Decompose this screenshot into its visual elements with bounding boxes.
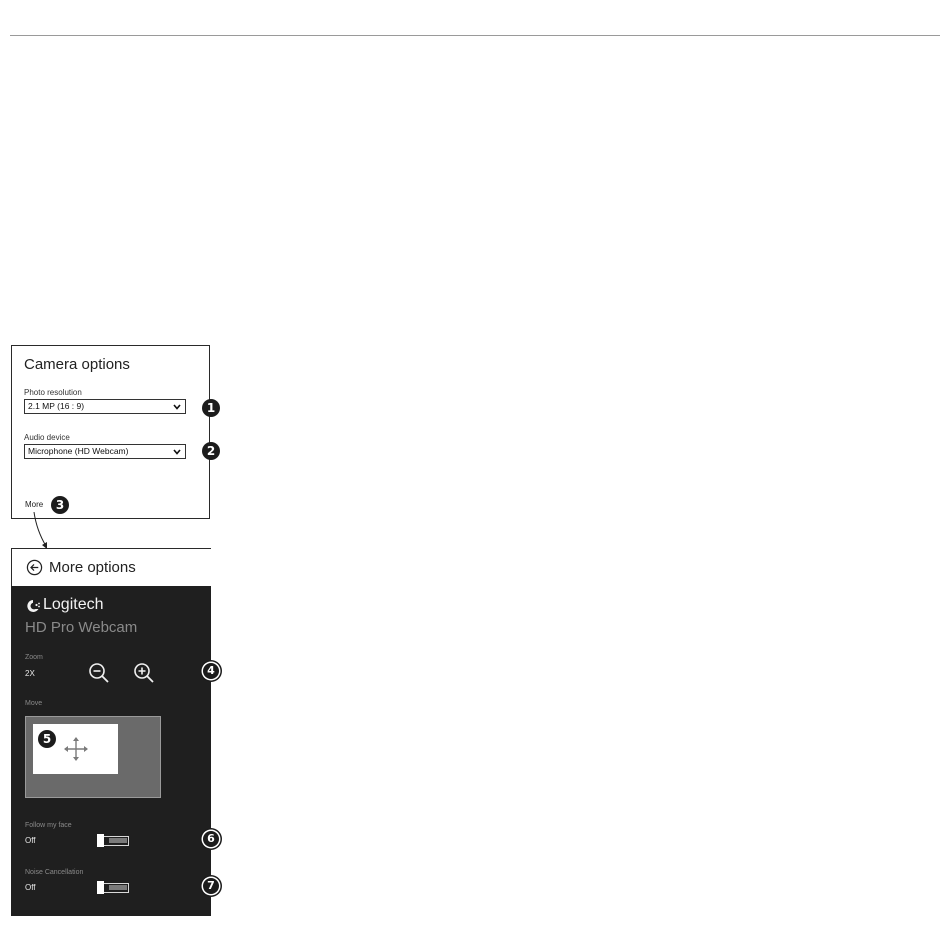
- camera-name: HD Pro Webcam: [25, 619, 138, 636]
- more-options-title: More options: [49, 559, 136, 576]
- callout-4: 4: [203, 663, 219, 679]
- audio-device-value: Microphone (HD Webcam): [28, 446, 129, 456]
- chevron-down-icon: [173, 403, 181, 411]
- back-arrow-circle-icon[interactable]: [26, 559, 43, 576]
- photo-resolution-value: 2.1 MP (16 : 9): [28, 401, 85, 411]
- callout-1: 1: [202, 399, 220, 417]
- follow-my-face-label: Follow my face: [25, 822, 72, 829]
- noise-cancellation-label: Noise Cancellation: [25, 869, 84, 876]
- noise-cancellation-toggle[interactable]: [99, 883, 129, 893]
- logitech-logo-icon: [25, 598, 41, 614]
- zoom-in-icon[interactable]: [133, 662, 155, 684]
- connector-arrow: [30, 512, 54, 552]
- more-options-header: [11, 548, 211, 586]
- move-arrows-icon: [63, 736, 89, 762]
- callout-3: 3: [51, 496, 69, 514]
- follow-my-face-value: Off: [25, 836, 36, 845]
- zoom-label: Zoom: [25, 654, 43, 661]
- follow-my-face-toggle[interactable]: [99, 836, 129, 846]
- photo-resolution-label: Photo resolution: [24, 388, 82, 397]
- callout-6: 6: [203, 831, 219, 847]
- move-label: Move: [25, 700, 43, 707]
- camera-options-title: Camera options: [24, 356, 130, 373]
- callout-5: 5: [38, 730, 56, 748]
- callout-2: 2: [202, 442, 220, 460]
- toggle-track: [109, 838, 127, 843]
- audio-device-select[interactable]: [24, 444, 186, 459]
- zoom-value: 2X: [25, 669, 35, 678]
- noise-cancellation-value: Off: [25, 883, 36, 892]
- zoom-out-icon[interactable]: [88, 662, 110, 684]
- camera-options-panel: [11, 345, 210, 519]
- audio-device-label: Audio device: [24, 433, 70, 442]
- move-pan-area[interactable]: [25, 716, 161, 798]
- more-link[interactable]: More: [25, 500, 44, 509]
- toggle-thumb: [97, 834, 104, 847]
- photo-resolution-select[interactable]: [24, 399, 186, 414]
- top-divider: [10, 35, 940, 36]
- toggle-thumb: [97, 881, 104, 894]
- brand-name: Logitech: [43, 596, 104, 613]
- toggle-track: [109, 885, 127, 890]
- webcam-settings-panel: [11, 586, 211, 916]
- chevron-down-icon: [173, 448, 181, 456]
- callout-7: 7: [203, 878, 219, 894]
